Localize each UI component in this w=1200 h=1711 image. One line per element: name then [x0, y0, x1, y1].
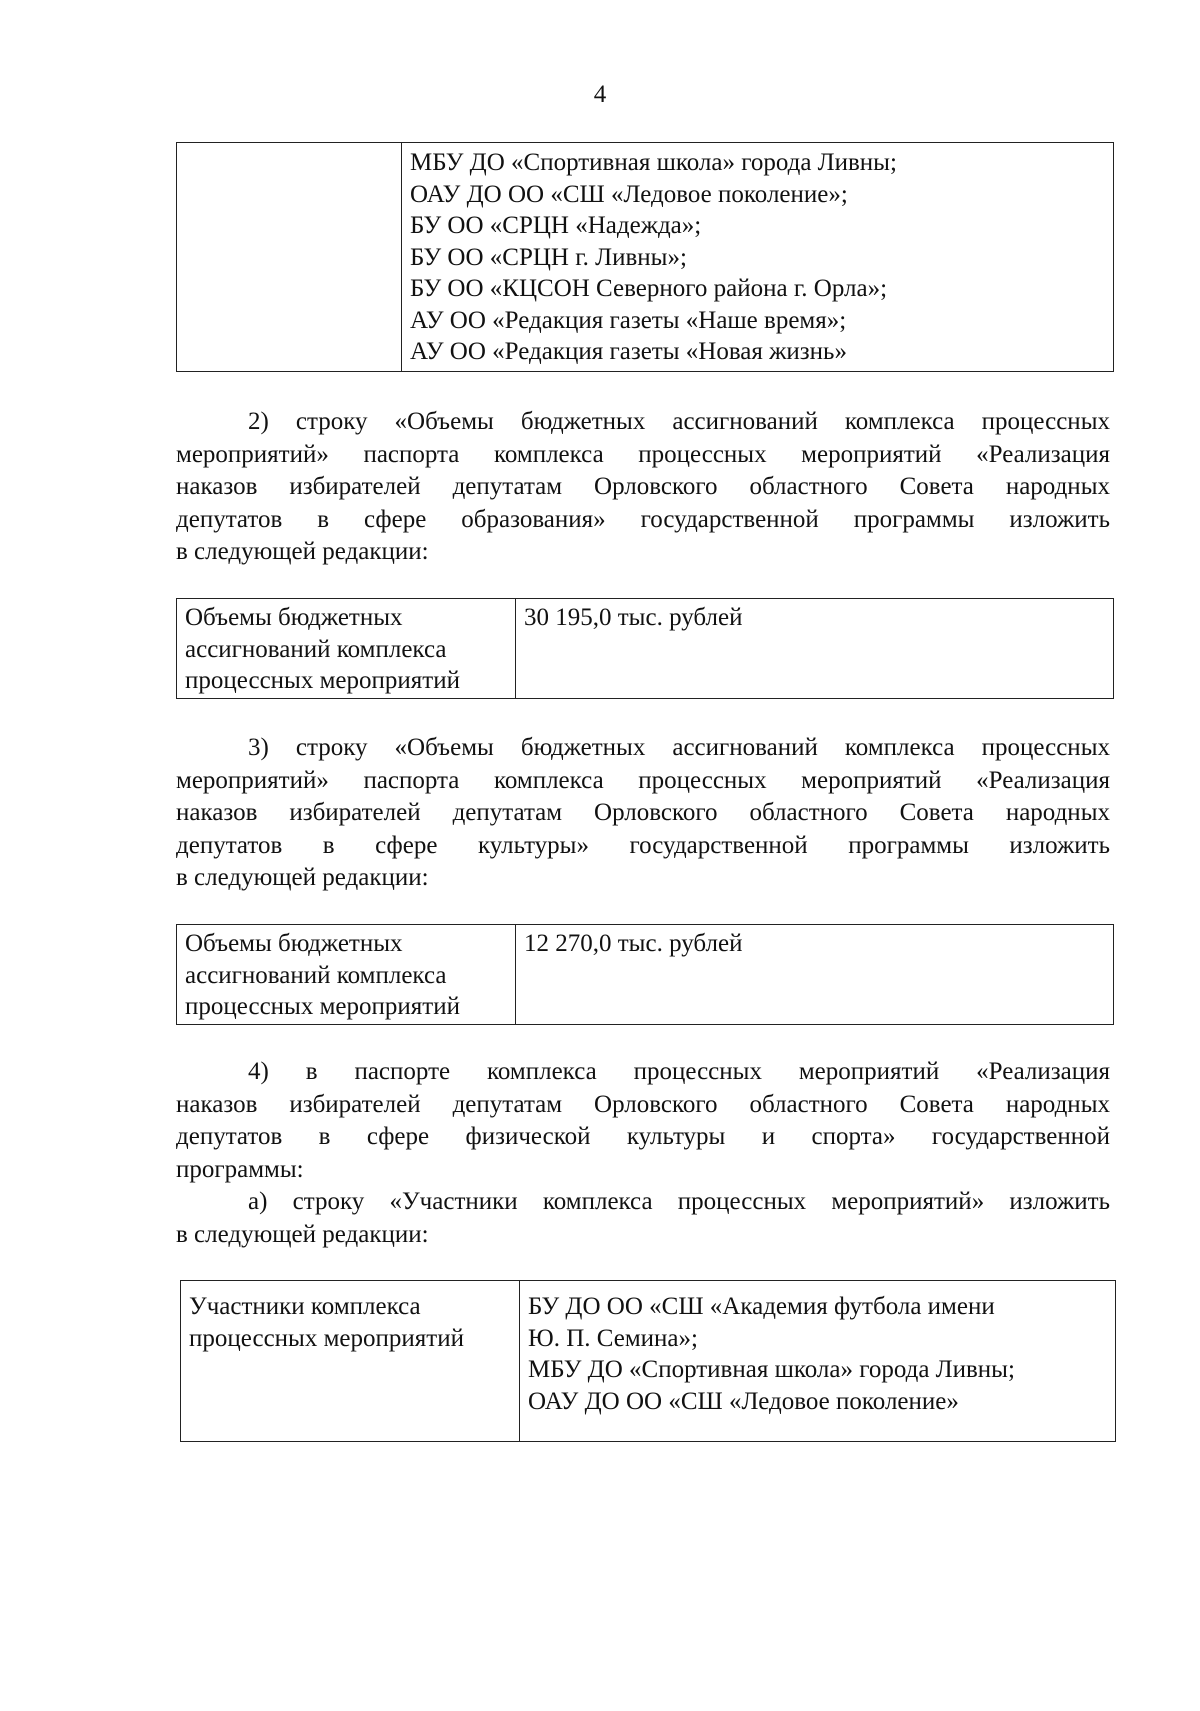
budget-value-cell: 30 195,0 тыс. рублей: [516, 599, 1114, 699]
paragraph-line: депутатов в сфере образования» государственной программы изложить: [176, 505, 1110, 533]
participants-list-cell: [520, 1281, 1116, 1442]
paragraph-line: депутатов в сфере физической культуры и спорта» государственной: [176, 1123, 1110, 1150]
participant-line: АУ ОО «Редакция газеты «Наше время»;: [410, 306, 847, 334]
label-line: ассигнований комплекса: [185, 961, 447, 989]
participant-line: Ю. П. Семина»;: [528, 1324, 698, 1352]
paragraph-line: а) строку «Участники комплекса процессных мероприятий» изложить: [248, 1188, 1110, 1215]
table-row: [177, 925, 1114, 1025]
label-line: Объемы бюджетных: [185, 930, 403, 957]
participants-continuation-table: [176, 142, 1114, 372]
paragraph-line: в следующей редакции:: [176, 1220, 429, 1248]
budget-value-cell: 12 270,0 тыс. рублей: [516, 925, 1114, 1025]
budget-label-cell: [177, 925, 516, 1025]
budget-label-cell: [177, 599, 516, 699]
label-line: ассигнований комплекса: [185, 635, 447, 663]
paragraph-line: наказов избирателей депутатам Орловского областного Совета народных: [176, 473, 1110, 500]
participants-table: [180, 1280, 1116, 1442]
budget-education-table: [176, 598, 1114, 699]
label-line: Объемы бюджетных: [185, 604, 403, 631]
paragraph-line: мероприятий» паспорта комплекса процессных мероприятий «Реализация: [176, 440, 1110, 468]
paragraph-line: 2) строку «Объемы бюджетных ассигнований комплекса процессных: [248, 408, 1110, 435]
paragraph-line: в следующей редакции:: [176, 864, 429, 891]
participant-line: БУ ДО ОО «СШ «Академия футбола имени: [528, 1293, 995, 1320]
paragraph-line: наказов избирателей депутатам Орловского областного Совета народных: [176, 799, 1110, 826]
participant-line: МБУ ДО «Спортивная школа» города Ливны;: [410, 149, 897, 176]
table-cell-empty: [177, 143, 402, 372]
paragraph-line: в следующей редакции:: [176, 538, 429, 565]
paragraph-line: мероприятий» паспорта комплекса процессных мероприятий «Реализация: [176, 766, 1110, 794]
paragraph-2: [176, 406, 1110, 569]
participant-line: ОАУ ДО ОО «СШ «Ледовое поколение»: [528, 1387, 959, 1415]
participants-list-cell: [402, 143, 1114, 372]
budget-culture-table: [176, 924, 1114, 1025]
label-line: процессных мероприятий: [185, 667, 460, 694]
paragraph-4: [176, 1056, 1110, 1186]
paragraph-line: программы:: [176, 1155, 304, 1183]
participants-label-cell: [181, 1281, 520, 1442]
page-number: 4: [593, 81, 607, 108]
label-line: процессных мероприятий: [185, 993, 460, 1020]
participant-line: АУ ОО «Редакция газеты «Новая жизнь»: [410, 338, 847, 365]
label-line: процессных мероприятий: [189, 1324, 464, 1352]
table-row: [177, 143, 1114, 372]
participant-line: ОАУ ДО ОО «СШ «Ледовое поколение»;: [410, 180, 848, 208]
paragraph-line: 4) в паспорте комплекса процессных мероприятий «Реализация: [248, 1058, 1110, 1085]
paragraph-line: 3) строку «Объемы бюджетных ассигнований комплекса процессных: [248, 734, 1110, 761]
participant-line: БУ ОО «СРЦН «Надежда»;: [410, 212, 702, 239]
paragraph-line: наказов избирателей депутатам Орловского областного Совета народных: [176, 1090, 1110, 1118]
table-row: [181, 1281, 1116, 1442]
table-row: [177, 599, 1114, 699]
paragraph-4a: [176, 1186, 1110, 1251]
participant-line: МБУ ДО «Спортивная школа» города Ливны;: [528, 1356, 1015, 1383]
participant-line: БУ ОО «КЦСОН Северного района г. Орла»;: [410, 275, 888, 302]
label-line: Участники комплекса: [189, 1293, 421, 1320]
participant-line: БУ ОО «СРЦН г. Ливны»;: [410, 243, 687, 271]
paragraph-line: депутатов в сфере культуры» государственной программы изложить: [176, 831, 1110, 859]
paragraph-3: [176, 732, 1110, 895]
